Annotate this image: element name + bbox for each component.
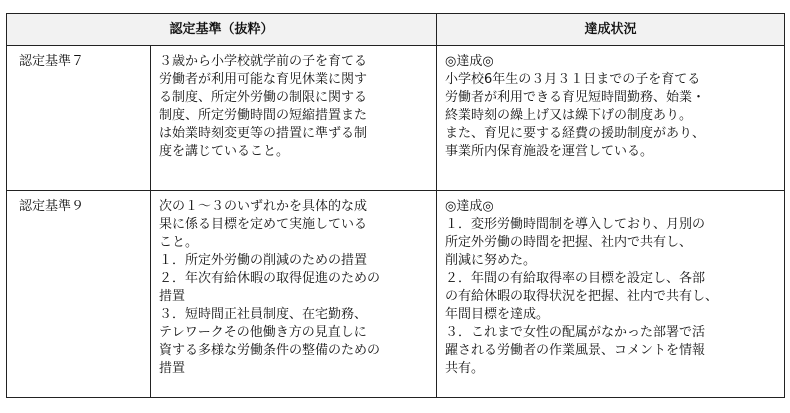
criteria-line: 次の１～３のいずれかを具体的な成 [159, 199, 368, 214]
header-criteria: 認定基準（抜粋） [7, 14, 437, 46]
criteria-table [6, 13, 785, 398]
status-text [437, 46, 785, 191]
criteria-label: 認定基準９ [7, 191, 151, 398]
status-line: ◎達成◎ [445, 54, 494, 69]
criteria-line: る制度、所定外労働の制限に関する [159, 90, 368, 105]
criteria-line: 措置 [159, 361, 186, 376]
status-line: １．変形労働時間制を導入しており、月別の [445, 217, 706, 232]
criteria-line: は始業時刻変更等の措置に準ずる制 [159, 126, 368, 141]
status-line: 事業所内保育施設を運営している。 [445, 144, 654, 159]
header-status: 達成状況 [437, 14, 785, 46]
criteria-text [151, 46, 437, 191]
criteria-line: 措置 [159, 289, 186, 304]
criteria-line: 度を講じていること。 [159, 144, 290, 159]
status-line: ３．これまで女性の配属がなかった部署で活 [445, 325, 706, 340]
criteria-label: 認定基準７ [7, 46, 151, 191]
criteria-line: こと。 [159, 235, 199, 250]
criteria-line: 果に係る目標を定めて実施している [159, 217, 368, 232]
criteria-line: ２．年次有給休暇の取得促進のための [159, 271, 381, 286]
criteria-line: 資する多様な労働条件の整備のための [159, 343, 381, 358]
status-line: 削減に努めた。 [445, 253, 537, 268]
status-line: 躍される労働者の作業風景、コメントを情報 [445, 343, 706, 358]
status-line: 所定外労働の時間を把握、社内で共有し、 [445, 235, 693, 250]
table-row [7, 46, 785, 191]
status-line: 終業時刻の繰上げ又は繰下げの制度あり。 [445, 108, 693, 123]
criteria-text [151, 191, 437, 398]
status-line: ◎達成◎ [445, 199, 494, 214]
status-line: 共有。 [445, 361, 485, 376]
status-text [437, 191, 785, 398]
criteria-line: 労働者が利用可能な育児休業に関す [159, 72, 368, 87]
status-line: 年間目標を達成。 [445, 307, 550, 322]
criteria-line: １．所定外労働の削減のための措置 [159, 253, 368, 268]
criteria-line: ３歳から小学校就学前の子を育てる [159, 54, 368, 69]
criteria-line: 制度、所定労働時間の短縮措置また [159, 108, 368, 123]
criteria-line: テレワークその他働き方の見直しに [159, 325, 367, 340]
status-line: の有給休暇の取得状況を把握、社内で共有し、 [445, 289, 719, 304]
table-row [7, 191, 785, 398]
status-line: また、育児に要する経費の援助制度があり、 [445, 126, 706, 141]
status-line: 労働者が利用できる育児短時間勤務、始業・ [445, 90, 706, 105]
status-line: 小学校6年生の３月３１日までの子を育てる [445, 72, 701, 87]
header-row [7, 14, 785, 46]
status-line: ２．年間の有給取得率の目標を設定し、各部 [445, 271, 706, 286]
criteria-line: ３．短時間正社員制度、在宅勤務、 [159, 307, 368, 322]
